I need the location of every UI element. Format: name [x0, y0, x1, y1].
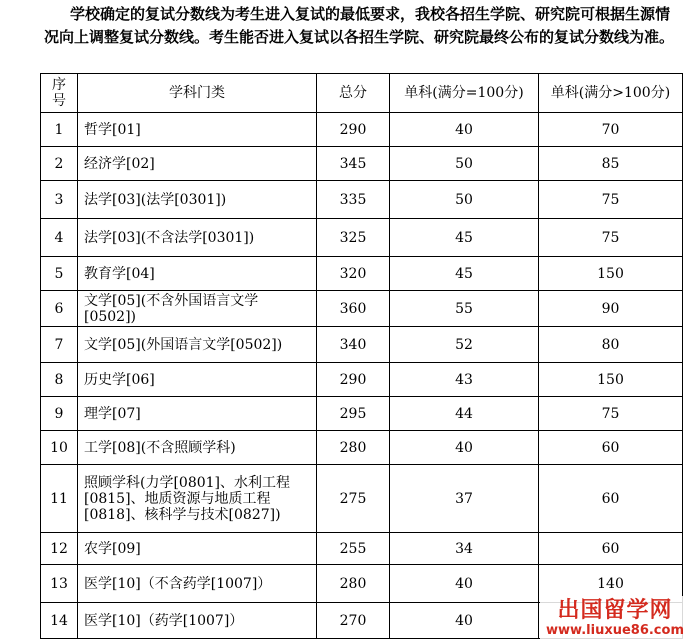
- cell-subject: 哲学[01]: [78, 113, 317, 147]
- cell-subject: 文学[05](外国语言文学[0502]): [78, 327, 317, 363]
- cell-single-le100: 52: [390, 327, 539, 363]
- cell-index: 4: [41, 219, 78, 257]
- cell-subject: 法学[03](法学[0301]): [78, 181, 317, 219]
- cell-single-gt100: 75: [539, 181, 683, 219]
- cell-single-gt100: 140: [539, 565, 683, 603]
- cell-single-gt100: 70: [539, 113, 683, 147]
- header-subject: 学科门类: [78, 74, 317, 113]
- cell-subject: 照顾学科(力学[0801]、水利工程[0815]、地质资源与地质工程[0818]、核科学与技术[0827]): [78, 465, 317, 533]
- cell-single-gt100: 60: [539, 533, 683, 565]
- header-total: 总分: [317, 74, 390, 113]
- cell-single-gt100: 90: [539, 291, 683, 327]
- cell-total: 335: [317, 181, 390, 219]
- table-row: [41, 397, 683, 431]
- cell-subject: 理学[07]: [78, 397, 317, 431]
- cell-total: 275: [317, 465, 390, 533]
- table-row: [41, 465, 683, 533]
- watermark-url: www.liuxue86.com: [546, 623, 684, 638]
- watermark-title: 出国留学网: [557, 598, 673, 623]
- cell-total: 340: [317, 327, 390, 363]
- cell-single-le100: 43: [390, 363, 539, 397]
- cell-subject: 经济学[02]: [78, 147, 317, 181]
- site-watermark: [540, 596, 690, 640]
- table-row: [41, 257, 683, 291]
- cell-subject: 医学[10]（药学[1007]）: [78, 603, 317, 639]
- cell-total: 280: [317, 431, 390, 465]
- table-row: [41, 181, 683, 219]
- cell-index: 7: [41, 327, 78, 363]
- cell-index: 14: [41, 603, 78, 639]
- cell-total: 255: [317, 533, 390, 565]
- cell-total: 290: [317, 363, 390, 397]
- cell-subject: 工学[08](不含照顾学科): [78, 431, 317, 465]
- cell-single-le100: 44: [390, 397, 539, 431]
- cell-index: 12: [41, 533, 78, 565]
- cell-single-le100: 50: [390, 181, 539, 219]
- cell-single-gt100: 150: [539, 257, 683, 291]
- table-row: [41, 219, 683, 257]
- cell-single-le100: 55: [390, 291, 539, 327]
- cell-total: 270: [317, 603, 390, 639]
- cell-single-le100: 50: [390, 147, 539, 181]
- cell-index: 8: [41, 363, 78, 397]
- cutoff-score-table: [40, 73, 683, 639]
- cell-subject: 农学[09]: [78, 533, 317, 565]
- cell-index: 9: [41, 397, 78, 431]
- table-row: [41, 113, 683, 147]
- cell-index: 13: [41, 565, 78, 603]
- cell-index: 11: [41, 465, 78, 533]
- header-single-gt100: 单科(满分>100分): [539, 74, 683, 113]
- cell-total: 320: [317, 257, 390, 291]
- cell-index: 6: [41, 291, 78, 327]
- cell-single-le100: 40: [390, 431, 539, 465]
- cell-total: 325: [317, 219, 390, 257]
- cell-index: 2: [41, 147, 78, 181]
- cell-single-le100: 45: [390, 257, 539, 291]
- cell-total: 290: [317, 113, 390, 147]
- cell-single-gt100: 75: [539, 219, 683, 257]
- table-row: [41, 363, 683, 397]
- cell-total: 345: [317, 147, 390, 181]
- cell-total: 280: [317, 565, 390, 603]
- header-single-le100: 单科(满分=100分): [390, 74, 539, 113]
- cell-single-gt100: 150: [539, 363, 683, 397]
- cell-index: 1: [41, 113, 78, 147]
- cell-index: 3: [41, 181, 78, 219]
- cell-subject: 文学[05](不含外国语言文学[0502]): [78, 291, 317, 327]
- cell-total: 295: [317, 397, 390, 431]
- cell-subject: 教育学[04]: [78, 257, 317, 291]
- cell-single-gt100: 75: [539, 397, 683, 431]
- cell-single-le100: 40: [390, 603, 539, 639]
- table-row: [41, 291, 683, 327]
- cell-total: 360: [317, 291, 390, 327]
- table-row: [41, 431, 683, 465]
- table-row: [41, 327, 683, 363]
- intro-paragraph: 学校确定的复试分数线为考生进入复试的最低要求，我校各招生学院、研究院可根据生源情况向上调整复试分数线。考生能否进入复试以各招生学院、研究院最终公布的复试分数线为准。: [44, 5, 675, 46]
- cell-single-le100: 37: [390, 465, 539, 533]
- cell-single-le100: 45: [390, 219, 539, 257]
- cell-subject: 医学[10]（不含药学[1007]）: [78, 565, 317, 603]
- cell-single-le100: 40: [390, 113, 539, 147]
- cell-single-gt100: 80: [539, 327, 683, 363]
- cell-single-gt100: 60: [539, 431, 683, 465]
- cell-single-le100: 34: [390, 533, 539, 565]
- table-row: [41, 533, 683, 565]
- cell-single-le100: 40: [390, 565, 539, 603]
- cell-index: 5: [41, 257, 78, 291]
- cell-subject: 法学[03](不含法学[0301]): [78, 219, 317, 257]
- cell-index: 10: [41, 431, 78, 465]
- cell-subject: 历史学[06]: [78, 363, 317, 397]
- table-row: [41, 147, 683, 181]
- header-index: 序号: [41, 74, 78, 113]
- table-header-row: [41, 74, 683, 113]
- cell-single-gt100: 85: [539, 147, 683, 181]
- cell-single-gt100: 60: [539, 465, 683, 533]
